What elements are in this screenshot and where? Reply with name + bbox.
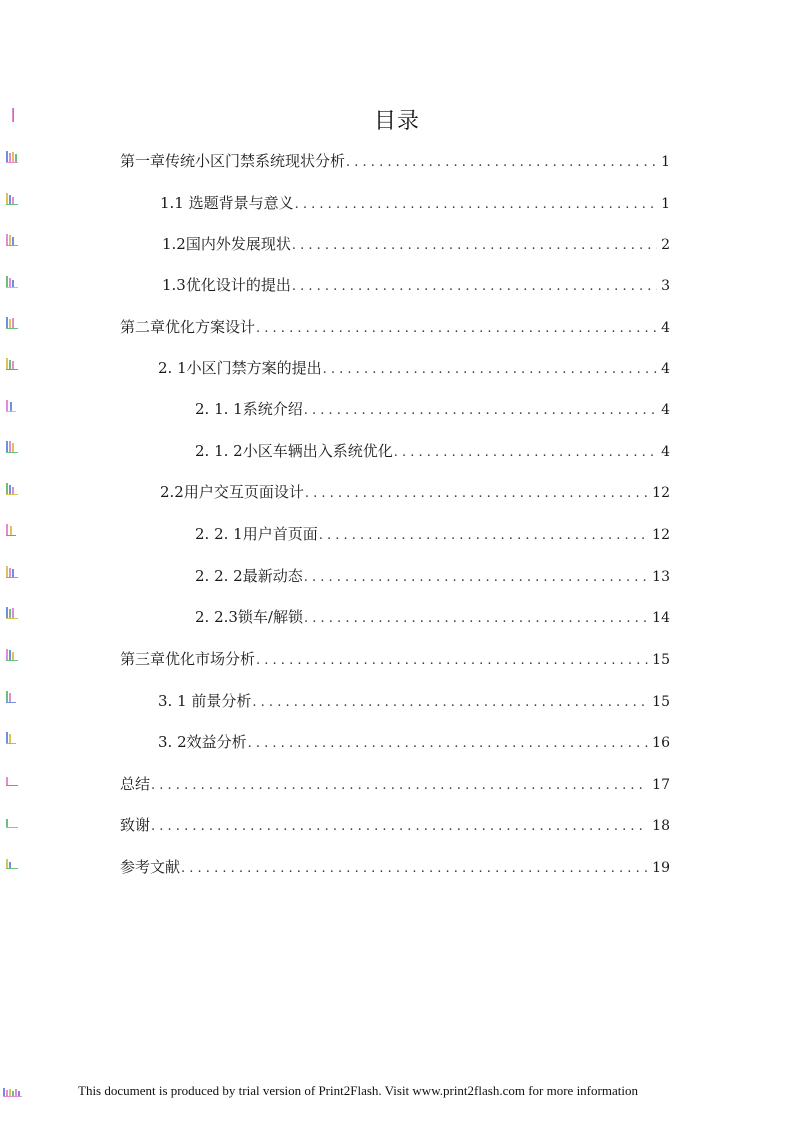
dot-leader <box>252 691 648 715</box>
toc-entry[interactable] <box>195 397 670 421</box>
toc-entry[interactable] <box>158 730 670 754</box>
toc-entry-page: 2 <box>661 237 670 253</box>
toc-entry-page: 12 <box>652 527 670 543</box>
toc-entry[interactable] <box>120 772 670 796</box>
margin-artifact-icon <box>4 565 20 579</box>
toc-entry[interactable] <box>120 813 670 837</box>
toc-entry[interactable] <box>158 356 670 380</box>
dot-leader <box>292 234 657 258</box>
toc-entry[interactable] <box>195 605 670 629</box>
toc-entry[interactable] <box>195 439 670 463</box>
toc-entry-page: 15 <box>652 694 670 710</box>
toc-entry-label: 1.3优化设计的提出 <box>162 276 291 294</box>
dot-leader <box>248 732 649 756</box>
dot-leader <box>151 815 648 839</box>
toc-title: 目录 <box>373 109 420 134</box>
toc-entry[interactable] <box>162 232 670 256</box>
margin-artifact-icon <box>4 399 20 413</box>
dot-leader <box>304 566 648 590</box>
dot-leader <box>256 317 657 341</box>
margin-artifact-icon <box>4 773 20 787</box>
dot-leader <box>346 151 657 175</box>
margin-artifact-icon <box>4 316 20 330</box>
margin-artifact-icon <box>4 192 20 206</box>
toc-entry-page: 17 <box>652 777 670 793</box>
margin-artifact-icon <box>4 606 20 620</box>
toc-entry[interactable] <box>120 149 670 173</box>
toc-entry-page: 12 <box>652 485 670 501</box>
toc-entry-label: 致谢 <box>120 816 151 834</box>
toc-entry-label: 参考文献 <box>120 858 181 876</box>
toc-entry-label: 1.1 选题背景与意义 <box>160 194 294 212</box>
dot-leader <box>319 524 648 548</box>
margin-artifact-icon <box>4 731 20 745</box>
toc-entry-page: 19 <box>652 860 670 876</box>
margin-artifact-icon <box>4 815 20 829</box>
margin-artifact-icon <box>4 275 20 289</box>
toc-entry-page: 4 <box>661 320 670 336</box>
margin-artifact-icon <box>4 856 20 870</box>
toc-entry-label: 第一章传统小区门禁系统现状分析 <box>120 152 346 170</box>
toc-entry-page: 1 <box>661 196 670 212</box>
toc-entry[interactable] <box>120 647 670 671</box>
toc-entry-page: 13 <box>652 569 670 585</box>
toc-entry[interactable] <box>158 689 670 713</box>
toc-entry-label: 总结 <box>120 775 151 793</box>
toc-entry-label: 1.2国内外发展现状 <box>162 235 291 253</box>
toc-entry-page: 15 <box>652 652 670 668</box>
dot-leader <box>181 857 648 881</box>
toc-entry-page: 4 <box>661 402 670 418</box>
toc-entry[interactable] <box>195 522 670 546</box>
toc-entry-page: 16 <box>652 735 670 751</box>
toc-entry-page: 18 <box>652 818 670 834</box>
toc-entry-label: 2. 2.3锁车/解锁 <box>195 608 303 626</box>
toc-entry-label: 3. 1 前景分析 <box>158 692 252 710</box>
toc-entry-page: 1 <box>661 154 670 170</box>
toc-entry[interactable] <box>160 480 670 504</box>
toc-entry[interactable] <box>162 273 670 297</box>
margin-artifact-icon <box>4 357 20 371</box>
dot-leader <box>295 193 657 217</box>
toc-entry[interactable] <box>120 315 670 339</box>
dot-leader <box>323 358 657 382</box>
margin-artifact-icon <box>4 482 20 496</box>
dot-leader <box>292 275 657 299</box>
toc-entry[interactable] <box>195 564 670 588</box>
toc-entry-label: 3. 2效益分析 <box>158 733 247 751</box>
dot-leader <box>304 399 657 423</box>
toc-entry-page: 3 <box>661 278 670 294</box>
toc-entry-page: 14 <box>652 610 670 626</box>
margin-artifact-icon <box>4 690 20 704</box>
dot-leader <box>256 649 648 673</box>
margin-artifact-icon <box>4 523 20 537</box>
dot-leader <box>304 607 648 631</box>
margin-artifact-icon <box>4 440 20 454</box>
margin-artifact-icon <box>4 233 20 247</box>
toc-entry-label: 第三章优化市场分析 <box>120 650 256 668</box>
toc-entry-label: 2. 1. 1系统介绍 <box>195 400 303 418</box>
margin-artifact-icon <box>4 150 20 164</box>
toc-entry-label: 2. 1小区门禁方案的提出 <box>158 359 322 377</box>
toc-entry[interactable] <box>120 855 670 879</box>
toc-entry-page: 4 <box>661 361 670 377</box>
margin-artifact-icon <box>4 108 20 122</box>
toc-entry-label: 2. 2. 2最新动态 <box>195 567 303 585</box>
trial-watermark-footer: This document is produced by trial version of Print2Flash. Visit www.print2flash.com for more information <box>78 1083 638 1098</box>
toc-entry[interactable] <box>160 191 670 215</box>
toc-entry-label: 第二章优化方案设计 <box>120 318 256 336</box>
toc-entry-page: 4 <box>661 444 670 460</box>
margin-artifact-icon <box>4 648 20 662</box>
toc-entry-label: 2.2用户交互页面设计 <box>160 483 304 501</box>
dot-leader <box>305 482 648 506</box>
dot-leader <box>151 774 648 798</box>
toc-entry-label: 2. 1. 2小区车辆出入系统优化 <box>195 442 393 460</box>
dot-leader <box>394 441 657 465</box>
print2flash-logo-icon <box>2 1086 24 1098</box>
toc-entry-label: 2. 2. 1用户首页面 <box>195 525 318 543</box>
